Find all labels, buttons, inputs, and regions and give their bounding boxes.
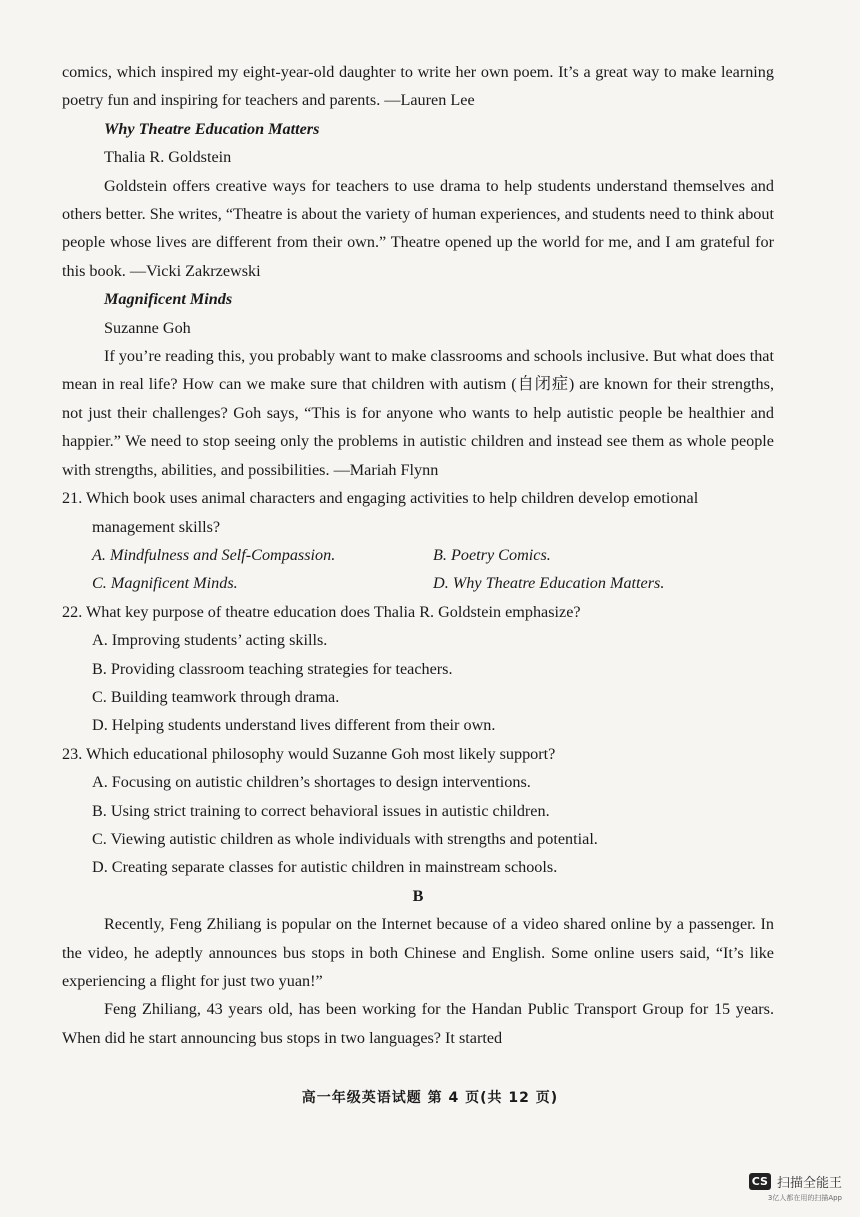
option: D. Helping students understand lives different from their own. (92, 716, 496, 735)
passage-paragraph: Feng Zhiliang, 43 years old, has been working for the Handan Public Transport Group for 15 years. When did he start announcing bus stops in two languages? It started (62, 1000, 774, 1047)
book-review: If you’re reading this, you probably want to make classrooms and schools inclusive. But what does that mean in real life? How can we make sure that children with autism (自闭症) are known for their strengths, not just their challenges? Goh says, “This is for anyone who wants to help autistic people be healthier and happier.” We need to stop seeing only the problems in autistic children and instead see them as whole people with strengths, abilities, and possibilities. —Mariah Flynn (62, 347, 774, 479)
intro-paragraph: comics, which inspired my eight-year-old daughter to write her own poem. It’s a great way to make learning poetry fun and inspiring for teachers and parents. —Lauren Lee (62, 63, 774, 110)
passage-paragraph: Recently, Feng Zhiliang is popular on the Internet because of a video shared online by a passenger. In the video, he adeptly announces bus stops in both Chinese and English. Some online users said, “It’s like experiencing a flight for just two yuan!” (62, 915, 774, 990)
question-stem: 21. Which book uses animal characters and engaging activities to help children develop emotional management skills? (62, 489, 699, 536)
question-stem: 22. What key purpose of theatre education does Thalia R. Goldstein emphasize? (62, 602, 581, 621)
book-review: Goldstein offers creative ways for teachers to use drama to help students understand themselves and others better. She writes, “Theatre is about the variety of human experiences, and students need to think about people whose lives are different from their own.” Theatre opened up the world for me, and I am grateful for this book. —Vicki Zakrzewski (62, 176, 774, 280)
camscanner-logo-icon: CS (749, 1173, 771, 1190)
option-row (92, 541, 774, 569)
watermark-name: 扫描全能王 (776, 1176, 842, 1191)
option: D. Why Theatre Education Matters. (433, 574, 665, 593)
option: C. Viewing autistic children as whole individuals with strengths and potential. (92, 829, 598, 848)
watermark-tagline: 3亿人都在用的扫描App (767, 1194, 842, 1202)
option: D. Creating separate classes for autistic children in mainstream schools. (92, 858, 558, 877)
option-row (92, 569, 774, 597)
book-title: Magnificent Minds (104, 290, 233, 309)
option: C. Magnificent Minds. (92, 574, 238, 593)
option: A. Mindfulness and Self-Compassion. (92, 545, 336, 564)
option: A. Focusing on autistic children’s shortages to design interventions. (92, 773, 531, 792)
option: B. Poetry Comics. (433, 545, 551, 564)
page-footer: 高一年级英语试题 第 4 页(共 12 页) (301, 1090, 559, 1106)
document-page (62, 58, 774, 1052)
book-author: Suzanne Goh (104, 318, 191, 337)
option: C. Building teamwork through drama. (92, 687, 340, 706)
section-heading: B (412, 886, 424, 905)
question-stem: 23. Which educational philosophy would Suzanne Goh most likely support? (62, 744, 556, 763)
book-title: Why Theatre Education Matters (104, 119, 320, 138)
option: B. Providing classroom teaching strategies for teachers. (92, 659, 453, 678)
option: B. Using strict training to correct behavioral issues in autistic children. (92, 801, 550, 820)
scanner-watermark (749, 1172, 842, 1203)
option: A. Improving students’ acting skills. (92, 631, 328, 650)
book-author: Thalia R. Goldstein (104, 148, 232, 167)
